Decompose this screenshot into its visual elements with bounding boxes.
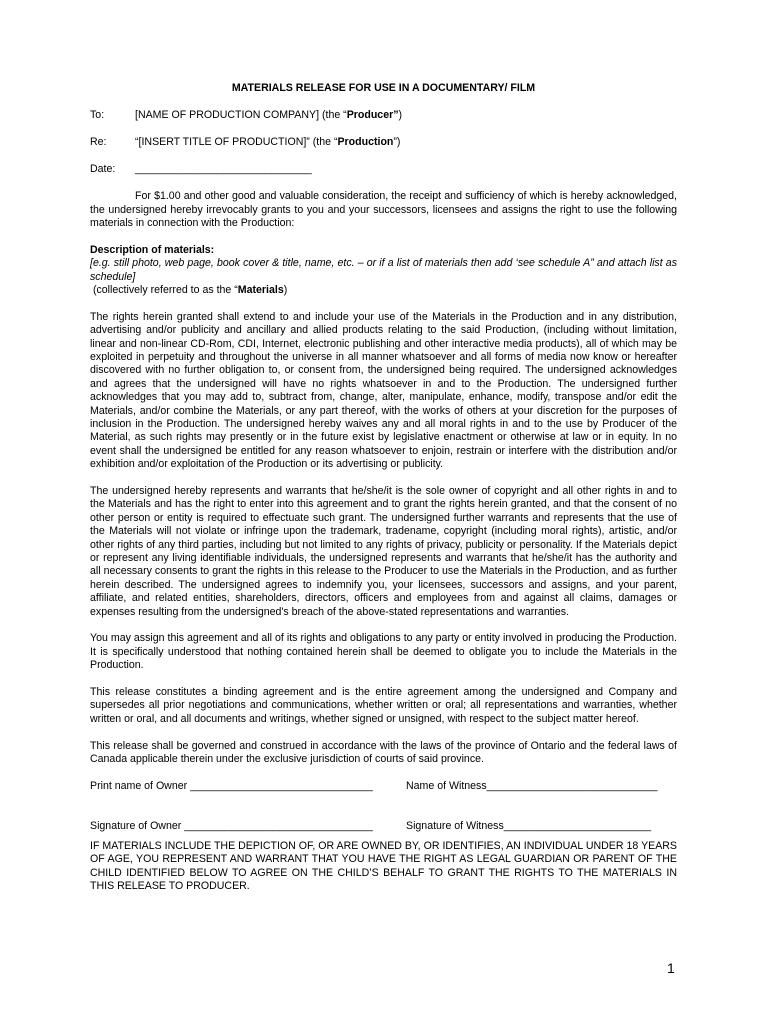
document-title: MATERIALS RELEASE FOR USE IN A DOCUMENTARY/ FILM — [231, 82, 536, 94]
rights-paragraph: The rights herein granted shall extend to and include your use of the Materials in the Production and in any distribution, advertising and/or publicity and ancillary and allied products relating to the said Production, (including without limitation, linear and non-linear CD-Rom, CDI, Internet, electronic publishing and other interactive media products), all of which may be exploited in perpetuity and throughout the universe in all manner whatsoever and all forms of media now know or hereafter discovered with no further obligation to, or consent from, the undersigned being required. The undersigned acknowledges and agrees that the undersigned will have no rights whatsoever in and to the Production. The undersigned further acknowledges that you may add to, subtract from, change, alter, manipulate, enhance, modify, transpose and/or edit the Materials, and/or combine the Materials, or any part thereof, with the works of others at your discretion for the purposes of inclusion in the Production. The undersigned hereby waives any and all moral rights in and to the use by Producer of the Material, as such rights may presently or in the future exist by legislative enactment or otherwise at law or in equity. In no event shall the undersigned be entitled for any reason whatsoever to enjoin, restrain or interfere with the distribution and/or exhibition and/or exploitation of the Production or its advertising or publicity. — [90, 310, 677, 471]
print-name-row — [90, 780, 677, 793]
date-line — [90, 163, 677, 176]
description-example: [e.g. still photo, web page, book cover & title, name, etc. – or if a list of materials then add ‘see schedule A” and attach list as schedule] — [90, 257, 677, 283]
re-end: ”) — [393, 136, 401, 149]
re-text: “[INSERT TITLE OF PRODUCTION]” (the “ — [135, 136, 338, 149]
page-number: 1 — [667, 960, 675, 976]
signature-row — [90, 820, 677, 833]
to-value — [135, 109, 402, 122]
print-name-owner-field[interactable]: Print name of Owner _______________________________ — [90, 779, 373, 792]
collective-reference — [90, 284, 677, 297]
to-line — [90, 109, 677, 122]
governing-law-paragraph: This release shall be governed and construed in accordance with the laws of the province of Ontario and the federal laws of Canada applicable therein under the exclusive jurisdiction of courts of said province. — [90, 739, 677, 766]
description-heading: Description of materials: — [90, 243, 215, 256]
warranties-paragraph: The undersigned hereby represents and warrants that he/she/it is the sole owner of copyright and all other rights in and to the Materials and has the right to enter into this agreement and to grant the rights herein granted, and that the consent of no other person or entity is required to effectuate such grant. The undersigned further warrants and represents that the use of the Materials will not violate or infringe upon the trademark, tradename, copyright (including moral rights), artistic, and/or other rights of any third parties, including but not limited to any rights of privacy, publicity or personality. If the Materials depict or represent any living identifiable individuals, the undersigned represents and warrants that he/she/it has the authority and all necessary consents to grant the rights in this release to the Producer to use the Materials in the Production, and as further herein described. The undersigned agrees to indemnify you, your licensees, successors and assigns, and your parent, affiliate, and related entities, shareholders, directors, officers and employees from and against all claims, damages or expenses resulting from the undersigned's breach of the above-stated representations and warranties. — [90, 485, 677, 618]
re-line — [90, 136, 677, 149]
signature-owner-field[interactable]: Signature of Owner ________________________________ — [90, 820, 373, 833]
intro-paragraph: For $1.00 and other good and valuable consideration, the receipt and sufficiency of which is hereby acknowledged, the undersigned hereby irrevocably grants to you and your successors, licensees and assigns the right to use the following materials in connection with the Production: — [90, 190, 677, 229]
to-text: [NAME OF PRODUCTION COMPANY] (the “ — [135, 109, 347, 122]
to-label: To: — [90, 109, 105, 122]
date-blank: ______________________________ — [135, 163, 312, 176]
description-section — [90, 244, 677, 298]
name-of-witness-field[interactable]: Name of Witness_____________________________ — [406, 779, 658, 792]
binding-agreement-paragraph: This release constitutes a binding agreement and is the entire agreement among the undersigned and Company and supersedes all prior negotiations and communications, whether written or oral; all representations and warranties, whether written or oral, and all documents and writings, whether signed or unsigned, with respect to the subject matter hereof. — [90, 686, 677, 725]
collective-text: (collectively referred to as the “ — [90, 283, 238, 296]
materials-term: Materials — [237, 283, 284, 296]
production-term: Production — [337, 136, 394, 149]
re-label: Re: — [90, 136, 107, 149]
date-label: Date: — [90, 163, 116, 176]
producer-term: Producer” — [346, 109, 399, 122]
minor-clause: IF MATERIALS INCLUDE THE DEPICTION OF, OR ARE OWNED BY, OR IDENTIFIES, AN INDIVIDUAL UNDER 18 YEARS OF AGE, YOU REPRESENT AND WARRANT THAT YOU HAVE THE RIGHT AS LEGAL GUARDIAN OR PARENT OF THE CHILD IDENTIFIED BELOW TO AGREE ON THE CHILD’S BEHALF TO GRANT THE RIGHTS TO THE MATERIALS IN THIS RELEASE TO PRODUCER. — [90, 839, 677, 892]
document-body — [90, 82, 677, 907]
to-end: ) — [398, 109, 403, 122]
signature-witness-field[interactable]: Signature of Witness_________________________ — [406, 820, 652, 833]
re-value — [135, 136, 400, 149]
assignment-paragraph: You may assign this agreement and all of its rights and obligations to any party or entity involved in producing the Production. It is specifically understood that nothing contained herein shall be deemed to obligate you to include the Materials in the Production. — [90, 632, 677, 672]
collective-end: ) — [283, 283, 288, 296]
